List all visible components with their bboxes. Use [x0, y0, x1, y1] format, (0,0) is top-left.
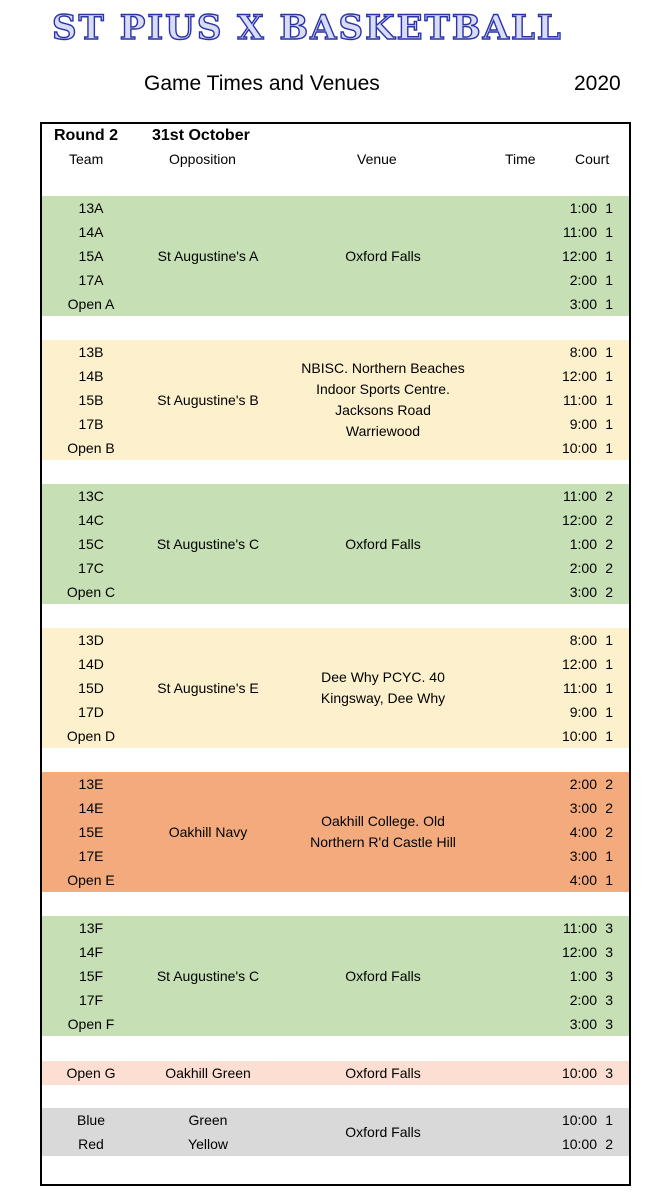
- team-cell: 17D: [78, 704, 104, 720]
- court-cell: 3: [605, 992, 613, 1008]
- venue-line: Northern R'd Castle Hill: [310, 834, 456, 850]
- team-cell: Open F: [67, 1016, 115, 1032]
- court-cell: 3: [605, 920, 613, 936]
- column-header-team: Team: [69, 151, 104, 167]
- court-cell: 2: [605, 800, 613, 816]
- game-group: [42, 196, 629, 316]
- round-label: Round 2: [54, 127, 118, 144]
- team-cell: 15C: [78, 536, 104, 552]
- time-cell: 4:00: [569, 824, 597, 840]
- venue-line: Oxford Falls: [345, 967, 421, 984]
- time-cell: 11:00: [563, 920, 597, 936]
- court-cell: 2: [605, 488, 613, 504]
- venue-cell: [276, 811, 490, 853]
- opposition-cell: Yellow: [188, 1136, 228, 1152]
- subtitle: Game Times and Venues: [144, 72, 380, 95]
- time-cell: 11:00: [563, 224, 597, 240]
- opposition-cell: St Augustine's C: [156, 536, 260, 552]
- time-cell: 2:00: [569, 776, 597, 792]
- game-group: [42, 340, 629, 460]
- time-cell: 1:00: [569, 536, 597, 552]
- venue-line: Jacksons Road: [335, 402, 431, 418]
- court-cell: 1: [605, 704, 613, 720]
- court-cell: 1: [605, 272, 613, 288]
- team-cell: 14E: [78, 800, 104, 816]
- court-cell: 2: [605, 776, 613, 792]
- venue-line: NBISC. Northern Beaches: [301, 360, 465, 376]
- time-cell: 3:00: [569, 1016, 597, 1032]
- game-group: [42, 628, 629, 748]
- opposition-cell: Oakhill Green: [165, 1065, 251, 1081]
- team-cell: 15A: [78, 248, 104, 264]
- team-cell: Red: [78, 1136, 104, 1152]
- court-cell: 1: [605, 632, 613, 648]
- game-group: [42, 484, 629, 604]
- court-cell: 1: [605, 440, 613, 456]
- venue-line: Warriewood: [345, 423, 421, 439]
- time-cell: 2:00: [569, 272, 597, 288]
- team-cell: Open D: [66, 728, 116, 744]
- time-cell: 9:00: [569, 416, 597, 432]
- venue-cell: [276, 246, 490, 267]
- court-cell: 1: [605, 392, 613, 408]
- opposition-cell: Oakhill Navy: [168, 824, 248, 840]
- team-cell: 15B: [78, 392, 104, 408]
- venue-line: Oxford Falls: [345, 1123, 421, 1140]
- opposition-cell: St Augustine's C: [156, 968, 260, 984]
- time-cell: 10:00: [561, 440, 597, 456]
- venue-cell: [276, 1063, 490, 1084]
- venue-line: Kingsway, Dee Why: [320, 690, 446, 706]
- team-cell: 14F: [78, 944, 104, 960]
- time-cell: 8:00: [569, 632, 597, 648]
- court-cell: 2: [605, 512, 613, 528]
- time-cell: 3:00: [569, 800, 597, 816]
- venue-line: Oakhill College. Old: [321, 813, 445, 829]
- venue-line: Dee Why PCYC. 40: [321, 669, 445, 685]
- team-cell: 13E: [78, 776, 104, 792]
- time-cell: 4:00: [569, 872, 597, 888]
- court-cell: 1: [605, 416, 613, 432]
- page-title: ST PIUS X BASKETBALL: [52, 8, 563, 48]
- court-cell: 3: [605, 1065, 613, 1081]
- court-cell: 2: [605, 1136, 613, 1152]
- court-cell: 1: [605, 872, 613, 888]
- venue-cell: [276, 667, 490, 709]
- time-cell: 10:00: [561, 728, 597, 744]
- court-cell: 3: [605, 1016, 613, 1032]
- court-cell: 2: [605, 536, 613, 552]
- time-cell: 12:00: [561, 944, 597, 960]
- team-cell: 13C: [78, 488, 104, 504]
- year: 2020: [574, 72, 621, 95]
- team-cell: 13F: [78, 920, 104, 936]
- court-cell: 1: [605, 296, 613, 312]
- opposition-cell: St Augustine's E: [157, 680, 259, 696]
- time-cell: 3:00: [569, 584, 597, 600]
- game-group: [42, 916, 629, 1036]
- opposition-cell: St Augustine's B: [157, 392, 259, 408]
- team-cell: 13A: [78, 200, 104, 216]
- court-cell: 2: [605, 584, 613, 600]
- column-header-time: Time: [505, 151, 536, 167]
- team-cell: Open B: [67, 440, 115, 456]
- team-cell: 13D: [78, 632, 104, 648]
- court-cell: 1: [605, 200, 613, 216]
- game-group: [42, 1061, 629, 1085]
- court-cell: 3: [605, 944, 613, 960]
- team-cell: 17F: [78, 992, 104, 1008]
- court-cell: 1: [605, 1112, 613, 1128]
- column-header-venue: Venue: [357, 151, 397, 167]
- team-cell: 14B: [78, 368, 104, 384]
- team-cell: 17A: [78, 272, 104, 288]
- time-cell: 10:00: [561, 1112, 597, 1128]
- column-header-court: Court: [575, 151, 610, 167]
- court-cell: 1: [605, 224, 613, 240]
- time-cell: 1:00: [569, 968, 597, 984]
- time-cell: 12:00: [561, 248, 597, 264]
- court-cell: 1: [605, 680, 613, 696]
- venue-cell: [276, 534, 490, 555]
- team-cell: 15D: [78, 680, 104, 696]
- team-cell: Blue: [76, 1112, 106, 1128]
- team-cell: Open A: [67, 296, 115, 312]
- court-cell: 1: [605, 368, 613, 384]
- time-cell: 12:00: [561, 368, 597, 384]
- column-header-opposition: Opposition: [169, 151, 236, 167]
- venue-cell: [276, 966, 490, 987]
- time-cell: 2:00: [569, 560, 597, 576]
- court-cell: 1: [605, 728, 613, 744]
- opposition-cell: Green: [188, 1112, 228, 1128]
- time-cell: 9:00: [569, 704, 597, 720]
- team-cell: 17B: [78, 416, 104, 432]
- venue-line: Indoor Sports Centre.: [316, 381, 450, 397]
- court-cell: 1: [605, 656, 613, 672]
- time-cell: 10:00: [561, 1136, 597, 1152]
- game-group: [42, 772, 629, 892]
- time-cell: 12:00: [561, 512, 597, 528]
- venue-cell: [276, 358, 490, 442]
- venue-line: Oxford Falls: [345, 1064, 421, 1081]
- round-date: 31st October: [152, 127, 250, 144]
- time-cell: 3:00: [569, 296, 597, 312]
- court-cell: 1: [605, 344, 613, 360]
- time-cell: 2:00: [569, 992, 597, 1008]
- game-group: [42, 1108, 629, 1156]
- court-cell: 1: [605, 248, 613, 264]
- opposition-cell: St Augustine's A: [157, 248, 259, 264]
- time-cell: 1:00: [569, 200, 597, 216]
- court-cell: 2: [605, 560, 613, 576]
- team-cell: 14D: [78, 656, 104, 672]
- venue-line: Oxford Falls: [345, 535, 421, 552]
- team-cell: 14A: [78, 224, 104, 240]
- venue-cell: [276, 1122, 490, 1143]
- team-cell: 17E: [78, 848, 104, 864]
- team-cell: 13B: [78, 344, 104, 360]
- team-cell: Open E: [67, 872, 115, 888]
- time-cell: 3:00: [569, 848, 597, 864]
- time-cell: 12:00: [561, 656, 597, 672]
- team-cell: Open G: [66, 1065, 116, 1081]
- team-cell: 17C: [78, 560, 104, 576]
- team-cell: 15F: [78, 968, 104, 984]
- court-cell: 1: [605, 848, 613, 864]
- court-cell: 3: [605, 968, 613, 984]
- time-cell: 10:00: [561, 1065, 597, 1081]
- time-cell: 11:00: [563, 488, 597, 504]
- time-cell: 11:00: [563, 680, 597, 696]
- team-cell: 15E: [78, 824, 104, 840]
- time-cell: 8:00: [569, 344, 597, 360]
- court-cell: 2: [605, 824, 613, 840]
- team-cell: Open C: [66, 584, 116, 600]
- time-cell: 11:00: [563, 392, 597, 408]
- venue-line: Oxford Falls: [345, 247, 421, 264]
- team-cell: 14C: [78, 512, 104, 528]
